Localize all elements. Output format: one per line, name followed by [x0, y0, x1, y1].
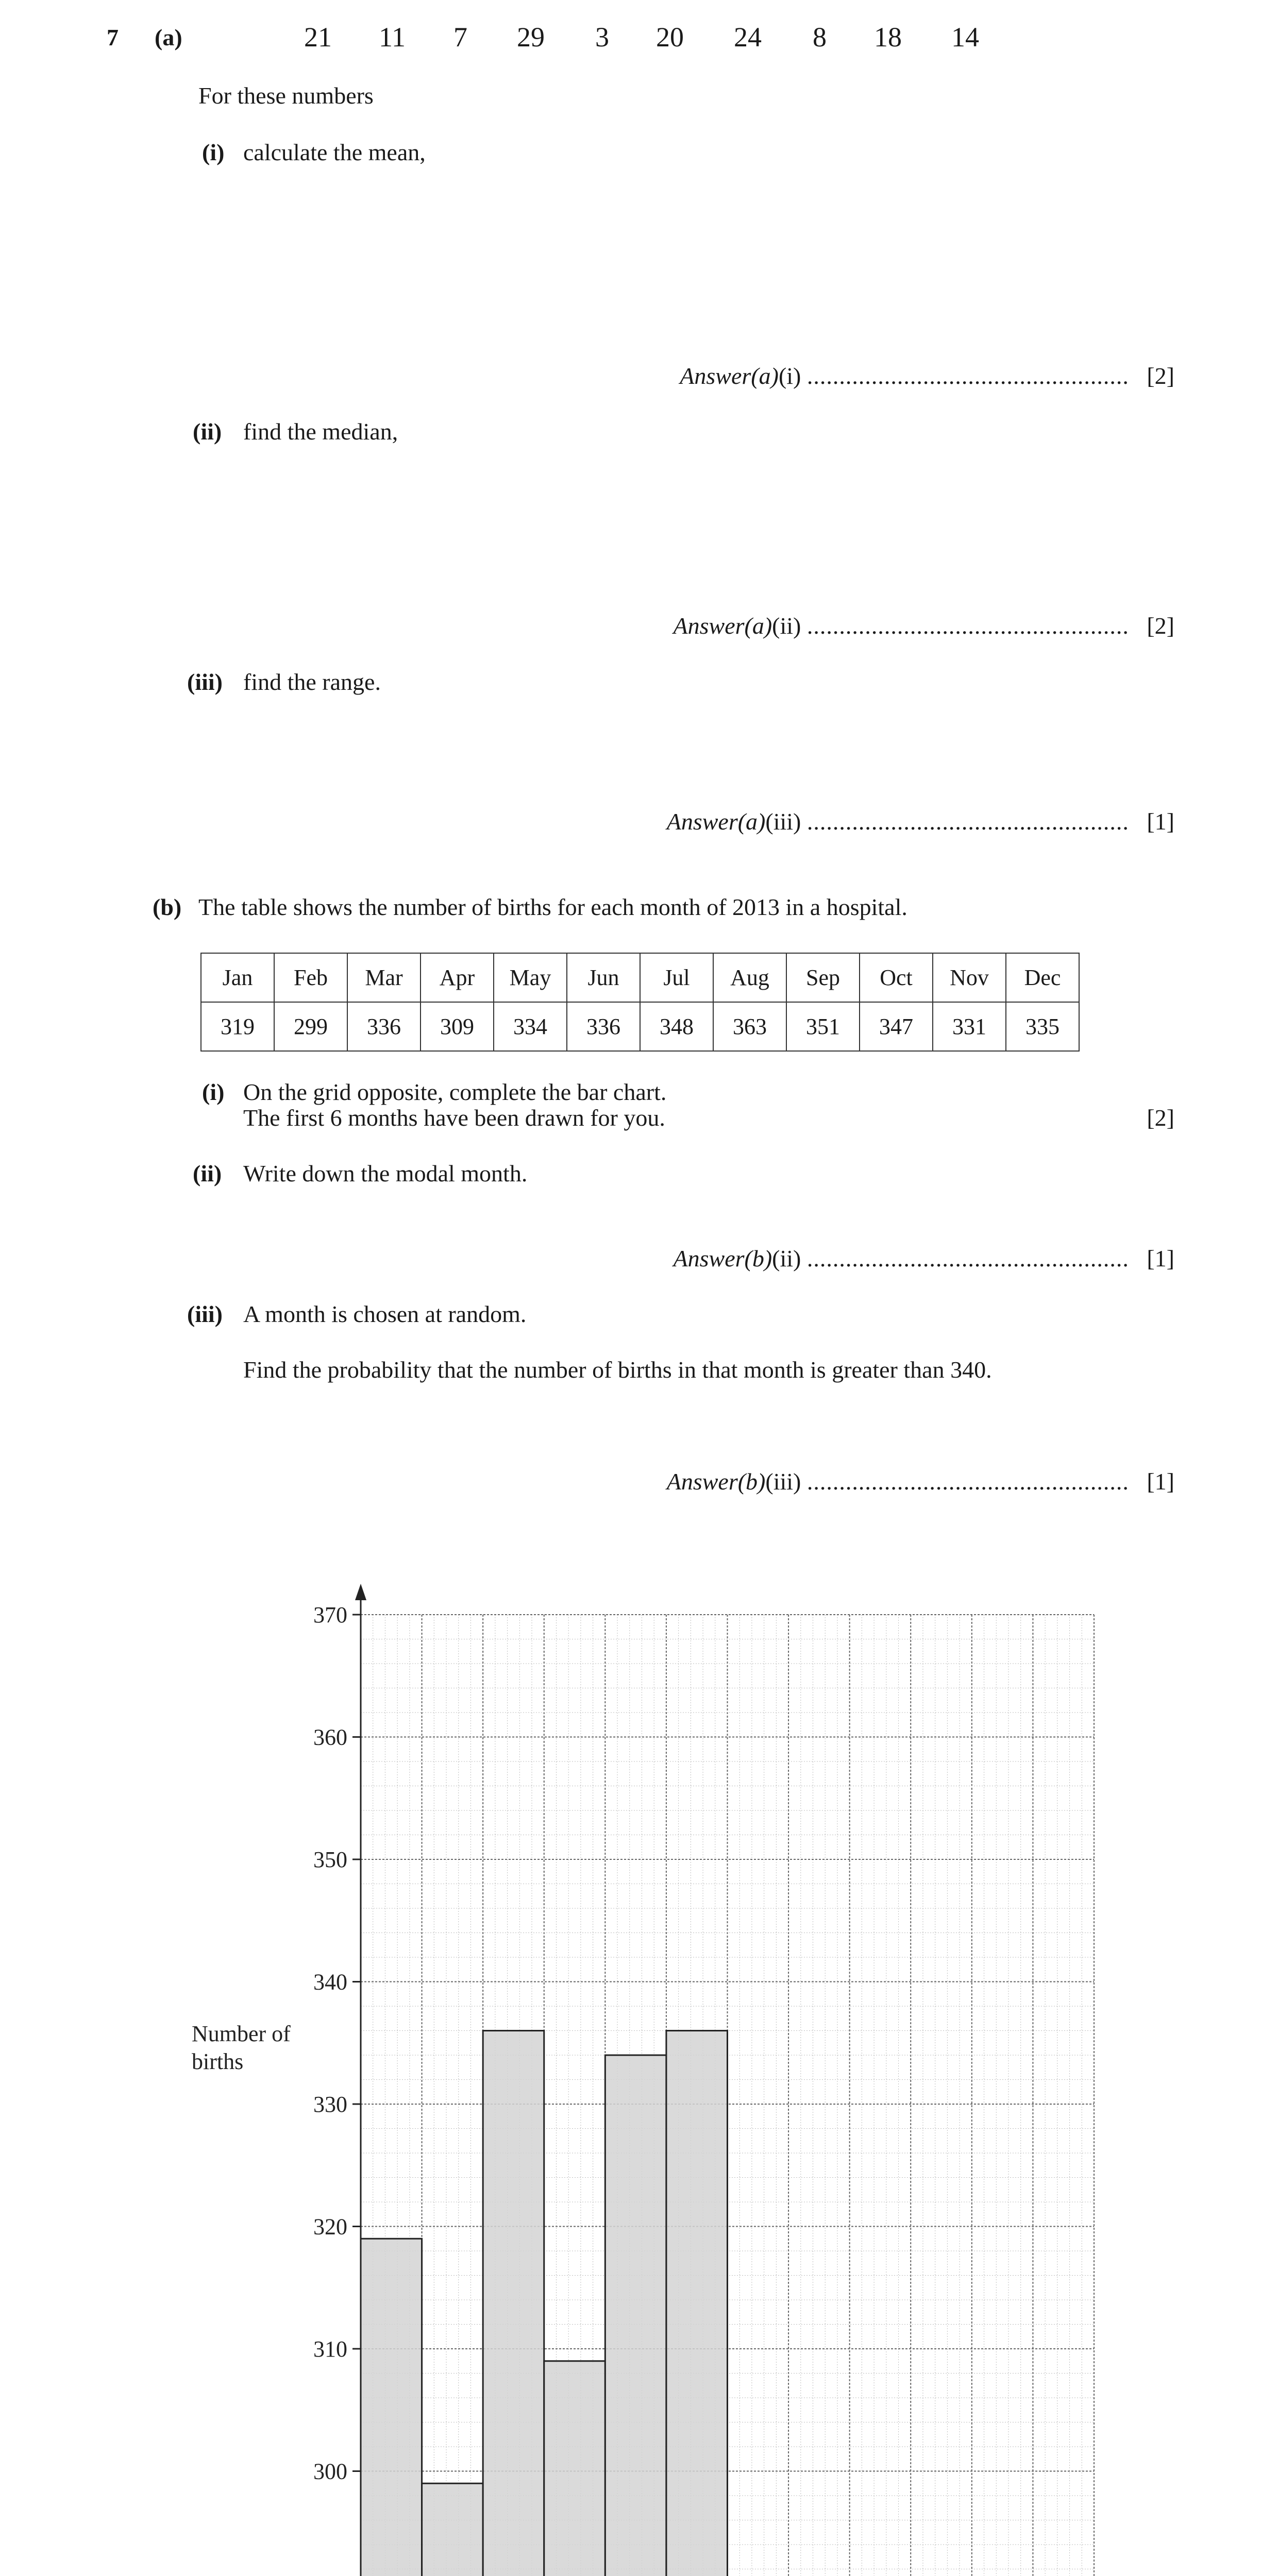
answer-dots: ..................................................: [806, 1468, 1129, 1495]
question-text: find the range.: [243, 669, 381, 695]
question-text: calculate the mean,: [243, 139, 426, 165]
table-cell: Oct: [860, 953, 933, 1002]
y-tick-label: 340: [313, 1969, 347, 1995]
y-tick-label: 350: [313, 1847, 347, 1872]
answer-dots: ..................................................: [806, 1245, 1129, 1272]
subpart-label: (iii): [187, 669, 223, 695]
y-tick-label: 360: [313, 1724, 347, 1750]
subpart-label: (iii): [187, 1301, 223, 1327]
table-cell: Aug: [713, 953, 786, 1002]
marks: [1]: [1147, 1468, 1174, 1495]
answer-prefix: Answer(a): [673, 613, 772, 639]
number-item: 7: [453, 22, 467, 53]
table-cell: 299: [274, 1002, 347, 1051]
marks: [2]: [1147, 363, 1174, 389]
bar-may: [605, 2055, 666, 2576]
table-cell: 309: [421, 1002, 494, 1051]
answer-part: (i): [778, 363, 801, 389]
bar-jan: [361, 2239, 422, 2576]
marks: [1]: [1147, 1245, 1174, 1272]
marks: [1]: [1147, 808, 1174, 835]
bar-apr: [544, 2361, 606, 2576]
table-cell: Nov: [933, 953, 1006, 1002]
bar-mar: [483, 2031, 544, 2576]
marks: [2]: [1147, 613, 1174, 639]
answer-prefix: Answer(b): [673, 1245, 772, 1272]
y-axis-title: births: [192, 2049, 244, 2074]
question-text: The first 6 months have been drawn for you.: [243, 1105, 665, 1131]
table-cell: 348: [640, 1002, 713, 1051]
chart-bars: [361, 2031, 728, 2576]
answer-prefix: Answer(b): [666, 1468, 766, 1495]
answer-part: (iii): [765, 1468, 801, 1495]
part-b-text: The table shows the number of births for each month of 2013 in a hospital.: [198, 894, 907, 920]
subpart-label: (i): [202, 1079, 225, 1105]
bar-feb: [422, 2483, 483, 2576]
number-item: 20: [656, 22, 684, 53]
answer-prefix: Answer(a): [680, 363, 779, 389]
number-item: 29: [517, 22, 545, 53]
part-b-label: (b): [153, 894, 182, 920]
table-cell: 319: [201, 1002, 274, 1051]
table-cell: Sep: [786, 953, 860, 1002]
table-cell: Apr: [421, 953, 494, 1002]
table-cell: 336: [347, 1002, 421, 1051]
table-cell: 351: [786, 1002, 860, 1051]
answer-part: (ii): [772, 1245, 801, 1272]
bar-jun: [666, 2031, 728, 2576]
y-tick-label: 310: [313, 2336, 347, 2362]
table-cell: 331: [933, 1002, 1006, 1051]
number-item: 14: [951, 22, 979, 53]
y-tick-label: 320: [313, 2214, 347, 2240]
table-cell: Jan: [201, 953, 274, 1002]
y-axis-title: Number of: [192, 2021, 291, 2046]
question-text: A month is chosen at random.: [243, 1301, 527, 1327]
question-text: Find the probability that the number of births in that month is greater than 340.: [243, 1357, 992, 1383]
number-item: 18: [874, 22, 902, 53]
question-number: 7: [107, 24, 119, 50]
table-cell: Feb: [274, 953, 347, 1002]
question-text: find the median,: [243, 418, 398, 445]
y-axis-arrow-icon: [355, 1584, 366, 1600]
table-cell: Jul: [640, 953, 713, 1002]
marks: [2]: [1147, 1105, 1174, 1131]
table-cell: 363: [713, 1002, 786, 1051]
number-item: 3: [595, 22, 609, 53]
answer-dots: ..................................................: [806, 808, 1129, 835]
table-cell: Mar: [347, 953, 421, 1002]
number-item: 21: [304, 22, 332, 53]
answer-part: (ii): [772, 613, 801, 639]
y-tick-label: 300: [313, 2459, 347, 2484]
number-item: 24: [734, 22, 762, 53]
table-cell: 336: [567, 1002, 640, 1051]
answer-prefix: Answer(a): [666, 808, 766, 835]
table-cell: 347: [860, 1002, 933, 1051]
number-item: 11: [379, 22, 406, 53]
subpart-label: (ii): [193, 1160, 222, 1187]
y-tick-label: 370: [313, 1602, 347, 1628]
table-cell: 335: [1006, 1002, 1079, 1051]
table-cell: 334: [494, 1002, 567, 1051]
table-cell: Jun: [567, 953, 640, 1002]
question-text: On the grid opposite, complete the bar chart.: [243, 1079, 667, 1105]
question-text: Write down the modal month.: [243, 1160, 528, 1187]
table-cell: May: [494, 953, 567, 1002]
subpart-label: (i): [202, 139, 225, 165]
intro-text: For these numbers: [198, 82, 374, 109]
y-tick-label: 330: [313, 2092, 347, 2117]
answer-dots: ..................................................: [806, 613, 1129, 639]
part-a-label: (a): [155, 24, 182, 50]
table-cell: Dec: [1006, 953, 1079, 1002]
answer-part: (iii): [765, 808, 801, 835]
answer-dots: ..................................................: [806, 363, 1129, 389]
subpart-label: (ii): [193, 418, 222, 445]
number-item: 8: [813, 22, 827, 53]
